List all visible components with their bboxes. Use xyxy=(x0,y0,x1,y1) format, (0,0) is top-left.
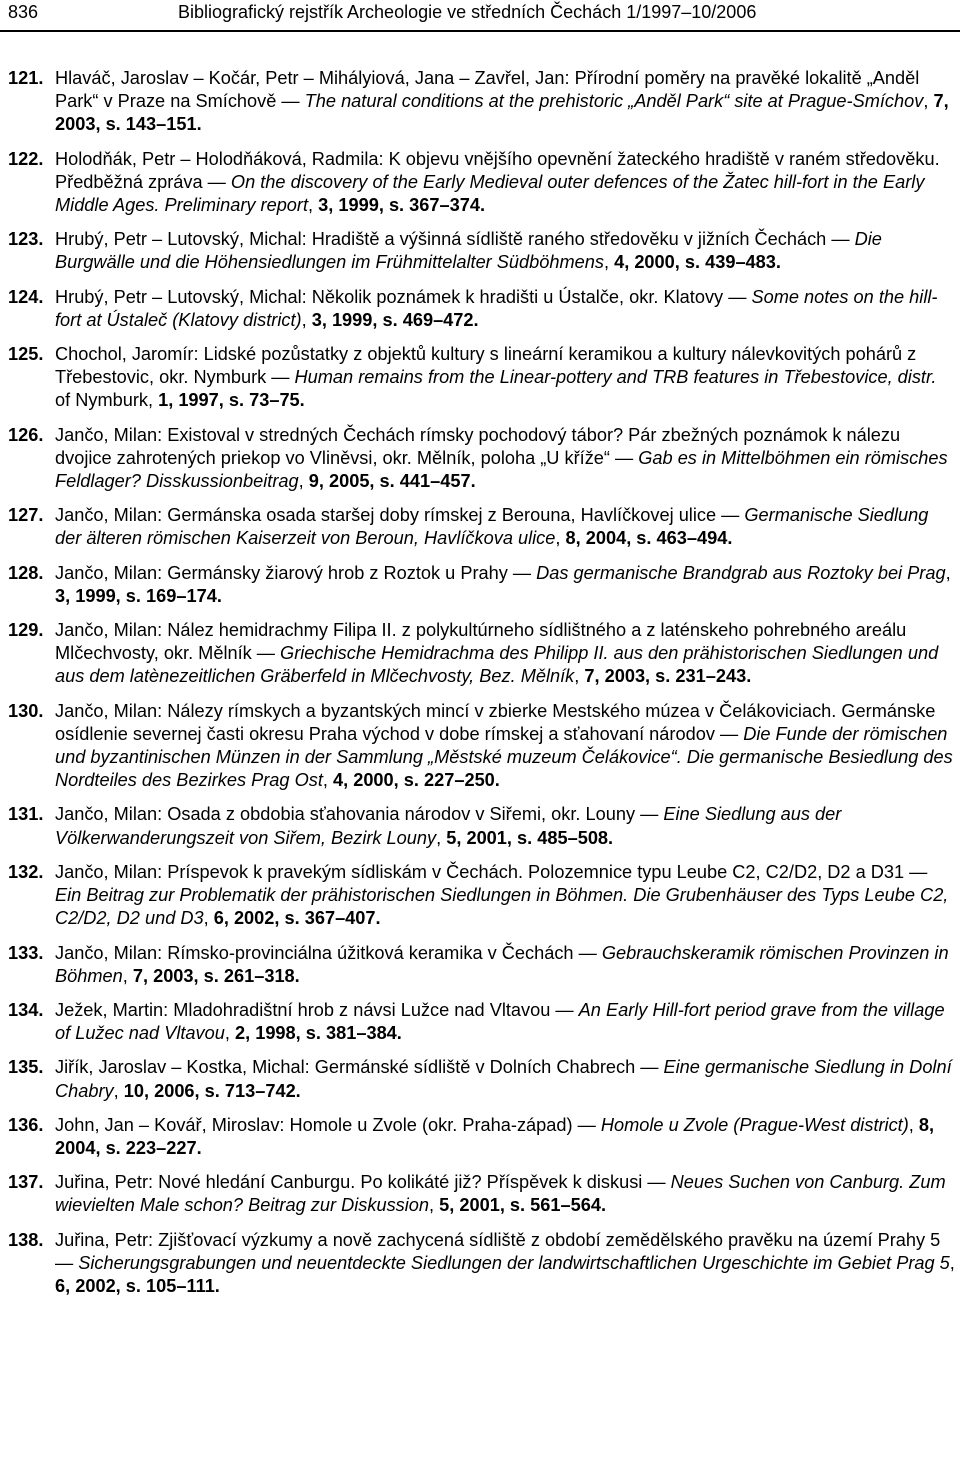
bibliography-entry xyxy=(8,942,956,988)
entry-translated-title: Homole u Zvole (Prague-West district) xyxy=(600,1114,909,1135)
entry-translated-title: The natural conditions at the prehistoric „Anděl Park“ site at Prague-Smíchov xyxy=(304,91,924,112)
entry-citation: 10, 2006, s. 713–742. xyxy=(123,1080,301,1101)
entry-number: 121. xyxy=(8,68,44,88)
bibliography-entry xyxy=(8,1171,956,1217)
entry-text: Holodňák, Petr – Holodňáková, Radmila: K objevu vnějšího opevnění žateckého hradiště v raném středověku. Předběžná zpráva — xyxy=(55,148,940,192)
entry-text: Jančo, Milan: Rímsko-provinciálna úžitková keramika v Čechách — xyxy=(55,942,602,963)
entry-number: 134. xyxy=(8,999,44,1020)
bibliography-entry xyxy=(8,861,956,931)
entry-translated-title: Die Funde der römischen und byzantinischen Münzen in der Sammlung „Městské muzeum Čelákovice“. Die germanische Besiedlung des Nordteiles des Bezirkes Prag Ost xyxy=(55,723,953,791)
entry-text: , xyxy=(945,562,951,583)
entry-number: 126. xyxy=(8,424,44,445)
entry-text: , xyxy=(603,252,615,273)
entry-text: , xyxy=(122,965,133,986)
running-title: Bibliografický rejstřík Archeologie ve středních Čechách 1/1997–10/2006 xyxy=(178,2,757,22)
bibliography-entry xyxy=(8,343,956,413)
entry-number: 130. xyxy=(8,700,44,721)
entry-citation: 3, 1999, s. 169–174. xyxy=(55,585,222,606)
entry-text: , xyxy=(113,1080,124,1101)
entry-number: 135. xyxy=(8,1057,44,1078)
entry-number: 137. xyxy=(8,1172,44,1193)
entry-text: Jančo, Milan: Osada z obdobia sťahovania národov v Siřemi, okr. Louny — xyxy=(55,804,664,825)
bibliography-entry xyxy=(8,1056,956,1102)
entry-number: 133. xyxy=(8,942,44,963)
entry-translated-title: Das germanische Brandgrab aus Roztoky bei Prag xyxy=(536,562,946,583)
bibliography-entry xyxy=(8,424,956,494)
entry-translated-title: On the discovery of the Early Medieval outer defences of the Žatec hill-fort in the Early Middle Ages. Preliminary report xyxy=(55,171,925,216)
entry-translated-title: Griechische Hemidrachma des Philipp II. aus den prähistorischen Siedlungen und aus dem latènezeitlichen Gräberfeld in Mlčechvosty, Bez. Mělník xyxy=(55,643,939,687)
entry-text: Jančo, Milan: Nálezy rímskych a byzantských mincí v zbierke Mestského múzea v Čelákoviciach. Germánske osídlenie severnej časti okresu Praha východ v dobe rímskej a sťahovaní národov — xyxy=(55,700,936,744)
entry-citation: 7, 2003, s. 261–318. xyxy=(132,965,300,986)
bibliography-entry xyxy=(8,999,956,1045)
entry-text: John, Jan – Kovář, Miroslav: Homole u Zvole (okr. Praha-západ) — xyxy=(55,1114,601,1135)
entry-number: 123. xyxy=(8,229,44,250)
entry-text: Hlaváč, Jaroslav – Kočár, Petr – Mihályiová, Jana – Zavřel, Jan: Přírodní poměry na pravěké lokalitě „Anděl Park“ v Praze na Smíchově — xyxy=(55,68,920,112)
entry-citation: 7, 2003, s. 231–243. xyxy=(584,666,752,687)
page-header xyxy=(0,0,960,26)
bibliography-entry xyxy=(8,803,956,849)
bibliography-entry xyxy=(8,562,956,608)
entry-number: 128. xyxy=(8,562,44,583)
entry-number: 125. xyxy=(8,344,44,365)
entry-translated-title: Gab es in Mittelböhmen ein römisches Feldlager? Disskussionbeitrag xyxy=(55,447,948,492)
bibliography-entry xyxy=(8,286,956,332)
entry-citation: 3, 1999, s. 469–472. xyxy=(311,309,479,330)
entry-citation: 5, 2001, s. 561–564. xyxy=(439,1195,607,1216)
entry-translated-title: Neues Suchen von Canburg. Zum wievielten Male schon? Beitrag zur Diskussion xyxy=(55,1172,946,1216)
bibliography-entry xyxy=(8,228,956,274)
entry-text: , xyxy=(436,827,447,848)
entry-citation: 4, 2000, s. 439–483. xyxy=(614,252,781,273)
entry-number: 124. xyxy=(8,286,44,307)
entry-text: , xyxy=(429,1195,440,1216)
entry-text: , xyxy=(224,1023,235,1044)
entry-number: 122. xyxy=(8,148,44,169)
entry-text: Jiřík, Jaroslav – Kostka, Michal: Germánské sídliště v Dolních Chabrech — xyxy=(55,1057,664,1078)
entry-number: 127. xyxy=(8,505,44,526)
entry-citation: 6, 2002, s. 105–111. xyxy=(55,1275,220,1296)
bibliography-entry xyxy=(8,504,956,550)
entry-text: Juřina, Petr: Zjišťovací výzkumy a nově zachycená sídliště z období zemědělského pravěku na území Prahy 5 — xyxy=(55,1229,941,1273)
bibliography-entry xyxy=(8,67,956,137)
entry-translated-title: An Early Hill-fort period grave from the village of Lužec nad Vltavou xyxy=(55,999,945,1044)
entry-number: 136. xyxy=(8,1114,44,1135)
entry-number: 131. xyxy=(8,804,44,825)
bibliography-entry xyxy=(8,1229,956,1299)
entry-translated-title: Sicherungsgrabungen und neuentdeckte Siedlungen der landwirtschaftlichen Urgeschichte im Gebiet Prag 5 xyxy=(78,1252,950,1273)
entry-text: Jančo, Milan: Nález hemidrachmy Filipa II. z polykultúrneho sídlištného a z laténskeho pohrebného areálu Mlčechvosty, okr. Mělník — xyxy=(55,620,907,664)
bibliography-entry xyxy=(8,148,956,218)
page-number: 836 xyxy=(8,2,39,22)
entry-citation: 4, 2000, s. 227–250. xyxy=(332,770,500,791)
entry-number: 138. xyxy=(8,1229,44,1250)
entry-text: Jančo, Milan: Germánska osada staršej doby rímskej z Berouna, Havlíčkovej ulice — xyxy=(55,505,745,526)
entry-citation: 8, 2004, s. 463–494. xyxy=(565,528,733,549)
entry-translated-title: Ein Beitrag zur Problematik der prähistorischen Siedlungen in Böhmen. Die Grubenhäuser des Typs Leube C2, C2/D2, D2 und D3 xyxy=(55,885,949,929)
entry-text: of Nymburk, xyxy=(55,390,159,411)
entry-text: Jančo, Milan: Existoval v stredných Čechách rímsky pochodový tábor? Pár zbežných poznámok k nálezu dvojice zahrotených priekop vo Vliněvsi, okr. Mělník, poloha „U kříže“ — xyxy=(55,424,901,468)
entry-citation: 9, 2005, s. 441–457. xyxy=(308,471,476,492)
entry-text: Hrubý, Petr – Lutovský, Michal: Několik poznámek k hradišti u Ústalče, okr. Klatovy — xyxy=(55,286,752,307)
entry-citation: 1, 1997, s. 73–75. xyxy=(158,390,305,411)
entry-translated-title: Die Burgwälle und die Höhensiedlungen im Frühmittelalter Südböhmens xyxy=(55,229,882,273)
entry-text: Jančo, Milan: Príspevok k pravekým sídliskám v Čechách. Polozemnice typu Leube C2, C2/D2, D2 a D31 — xyxy=(55,861,928,882)
entry-citation: 8, 2004, s. 223–227. xyxy=(55,1114,935,1158)
entry-text: Chochol, Jaromír: Lidské pozůstatky z objektů kultury s lineární keramikou a kultury nálevkovitých pohárů z Třebestovic, okr. Nymburk — xyxy=(55,344,917,388)
entry-text: Ježek, Martin: Mladohradištní hrob z návsi Lužce nad Vltavou — xyxy=(55,999,579,1020)
entry-citation: 3, 1999, s. 367–374. xyxy=(318,195,486,216)
entry-citation: 6, 2002, s. 367–407. xyxy=(213,908,381,929)
entry-text: Jančo, Milan: Germánsky žiarový hrob z Roztok u Prahy — xyxy=(55,562,537,583)
entry-text: , xyxy=(298,471,309,492)
bibliography-list xyxy=(8,67,956,1309)
entry-translated-title: Germanische Siedlung der älteren römischen Kaiserzeit von Beroun, Havlíčkova ulice xyxy=(55,505,929,549)
entry-translated-title: Human remains from the Linear-pottery and TRB features in Třebestovice, distr. xyxy=(294,367,937,388)
entry-number: 129. xyxy=(8,620,44,641)
entry-text: , xyxy=(574,666,585,687)
entry-text: Juřina, Petr: Nové hledání Canburgu. Po kolikáté již? Příspěvek k diskusi — xyxy=(55,1172,671,1193)
entry-number: 132. xyxy=(8,861,44,882)
entry-text: Hrubý, Petr – Lutovský, Michal: Hradiště a výšinná sídliště raného středověku v jižních Čechách — xyxy=(55,229,855,250)
entry-text: , xyxy=(555,528,566,549)
entry-translated-title: Gebrauchskeramik römischen Provinzen in Böhmen xyxy=(55,942,949,986)
bibliography-entry xyxy=(8,1114,956,1160)
entry-text: , xyxy=(308,195,319,216)
entry-translated-title: Eine Siedlung aus der Völkerwanderungszeit von Siřem, Bezirk Louny xyxy=(55,804,842,848)
entry-citation: 2, 1998, s. 381–384. xyxy=(234,1023,402,1044)
bibliography-entry xyxy=(8,619,956,689)
entry-text: , xyxy=(923,91,934,112)
entry-translated-title: Eine germanische Siedlung in Dolní Chabry xyxy=(55,1057,952,1101)
header-divider xyxy=(0,30,960,32)
entry-citation: 5, 2001, s. 485–508. xyxy=(446,827,614,848)
entry-text: , xyxy=(301,309,312,330)
entry-text: , xyxy=(949,1252,955,1273)
entry-text: , xyxy=(908,1114,919,1135)
entry-translated-title: Some notes on the hill-fort at Ústaleč (Klatovy district) xyxy=(55,286,938,330)
entry-text: , xyxy=(203,908,214,929)
entry-citation: 7, 2003, s. 143–151. xyxy=(55,91,949,135)
entry-text: , xyxy=(322,770,333,791)
bibliography-entry xyxy=(8,700,956,793)
